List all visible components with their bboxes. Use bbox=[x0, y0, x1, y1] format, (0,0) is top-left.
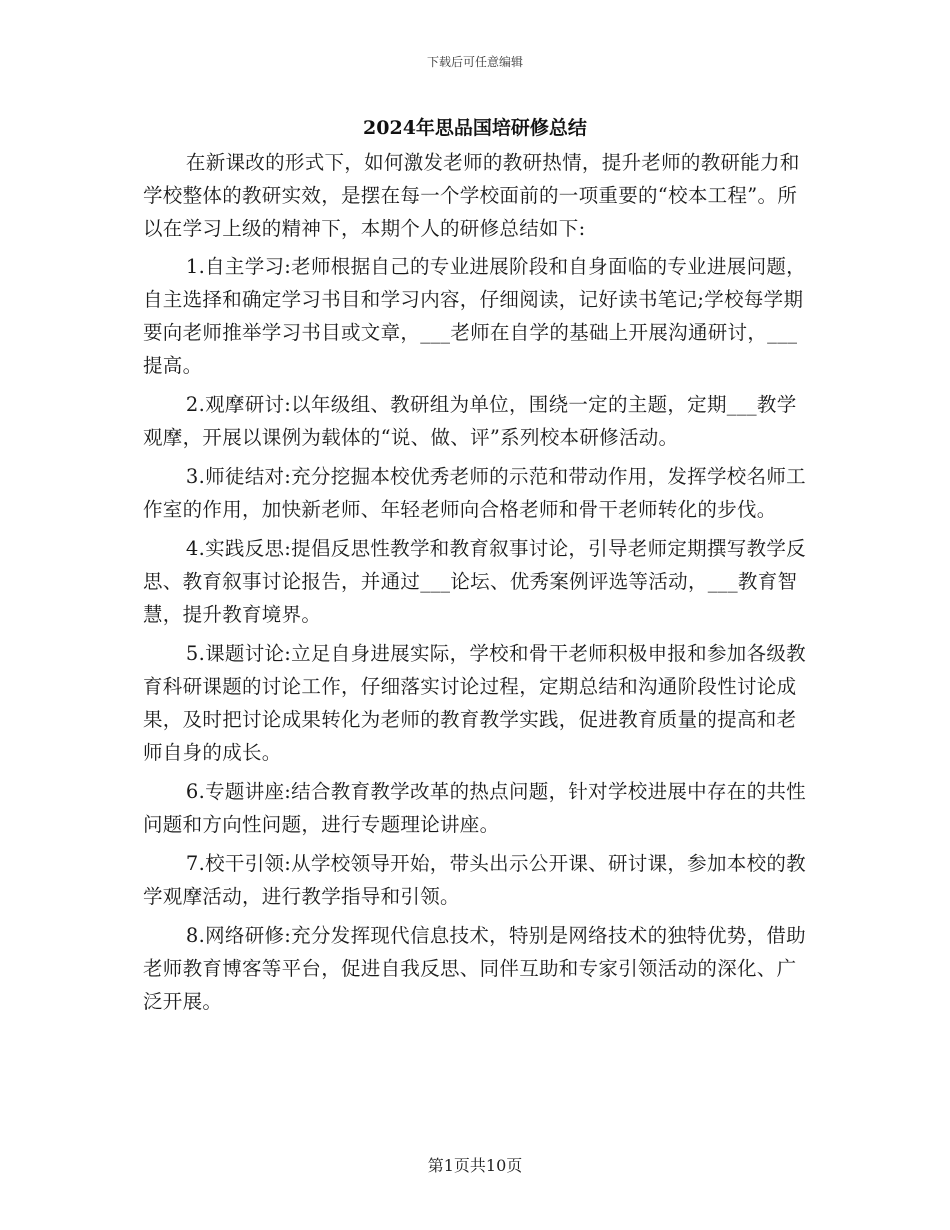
header-note: 下载后可任意编辑 bbox=[426, 55, 523, 69]
paragraph-observation: 2.观摩研讨:以年级组、教研组为单位，围绕一定的主题，定期___教学观摩，开展以课例为载体的“说、做、评”系列校本研修活动。 bbox=[143, 393, 797, 449]
paragraph-lectures: 6.专题讲座:结合教育教学改革的热点问题，针对学校进展中存在的共性问题和方向性问题，进行专题理论讲座。 bbox=[143, 780, 806, 836]
paragraph-leadership: 7.校干引领:从学校领导开始，带头出示公开课、研讨课，参加本校的教学观摩活动，进行教学指导和引领。 bbox=[143, 852, 806, 908]
document-body bbox=[143, 146, 811, 1024]
paragraph-online: 8.网络研修:充分发挥现代信息技术，特别是网络技术的独特优势，借助老师教育博客等平台，促进自我反思、同伴互助和专家引领活动的深化、广泛开展。 bbox=[143, 924, 806, 1013]
paragraph-self-study: 1.自主学习:老师根据自己的专业进展阶段和自身面临的专业进展问题，自主选择和确定学习书目和学习内容，仔细阅读，记好读书笔记;学校每学期要向老师推举学习书目或文章，___老师在自学的基础上开展沟通研讨，___提高。 bbox=[143, 255, 806, 377]
page-indicator: 第1页共10页 bbox=[427, 1156, 523, 1175]
paragraph-reflection: 4.实践反思:提倡反思性教学和教育叙事讨论，引导老师定期撰写教学反思、教育叙事讨论报告，并通过___论坛、优秀案例评选等活动，___教育智慧，提升教育境界。 bbox=[143, 537, 806, 626]
intro-paragraph: 在新课改的形式下，如何激发老师的教研热情，提升老师的教研能力和学校整体的教研实效，是摆在每一个学校面前的一项重要的“校本工程”。所以在学习上级的精神下，本期个人的研修总结如下: bbox=[143, 151, 800, 240]
paragraph-mentorship: 3.师徒结对:充分挖掘本校优秀老师的示范和带动作用，发挥学校名师工作室的作用，加快新老师、年轻老师向合格老师和骨干老师转化的步伐。 bbox=[143, 465, 806, 521]
document-title: 2024年思品国培研修总结 bbox=[363, 117, 587, 139]
paragraph-research: 5.课题讨论:立足自身进展实际，学校和骨干老师积极申报和参加各级教育科研课题的讨论工作，仔细落实讨论过程，定期总结和沟通阶段性讨论成果，及时把讨论成果转化为老师的教育教学实践，促进教育质量的提高和老师自身的成长。 bbox=[143, 642, 806, 764]
